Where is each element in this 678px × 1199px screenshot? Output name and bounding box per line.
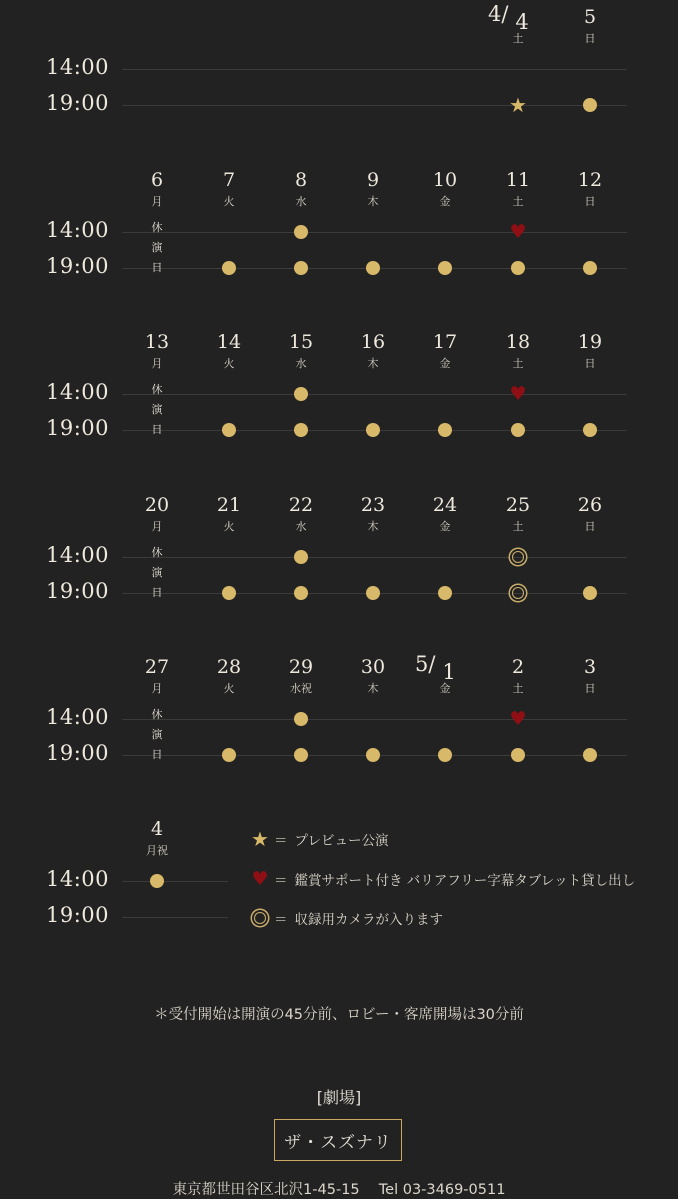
time-label-1400: 14:00 [46,543,110,567]
day-number: 2 [511,656,525,678]
weekday-label: 木 [367,520,379,533]
theater-address: 東京都世田谷区北沢1-45-15 Tel 03-3469-0511 [172,1182,506,1198]
star-icon: ★ [509,93,527,117]
performance-dot-icon [289,743,313,767]
performance-dot-icon [361,256,385,280]
day-number: 5 [583,6,597,28]
performance-dot-icon [289,418,313,442]
bullseye-icon [250,908,270,928]
closed-day-label: 演 [151,403,163,416]
closed-day-label: 演 [151,241,163,254]
time-row-line [122,105,627,106]
performance-dot-icon [289,220,313,244]
theater-name: ザ・スズナリ [284,1132,392,1153]
day-number: 14 [216,331,242,353]
legend-label: 収録用カメラが入ります [294,912,443,928]
day-number: 4 [515,10,529,34]
performance-dot-icon [433,743,457,767]
day-number: 8 [294,169,308,191]
closed-day-label: 休 [151,221,163,234]
star-icon: ★ [251,827,269,851]
day-number: 3 [583,656,597,678]
weekday-label: 木 [367,195,379,208]
performance-dot-icon [361,581,385,605]
heart-icon: ♥ [509,220,527,243]
weekday-label: 水 [295,195,307,208]
weekday-label: 金 [439,195,451,208]
time-row-line [122,881,228,882]
time-row-line [122,232,627,233]
performance-dot-icon [506,418,530,442]
performance-dot-icon [506,743,530,767]
day-number: 25 [505,494,531,516]
weekday-label: 日 [584,32,596,45]
performance-dot-icon [217,743,241,767]
time-label-1400: 14:00 [46,867,110,891]
day-number: 9 [366,169,380,191]
weekday-label: 金 [439,357,451,370]
performance-dot-icon [289,256,313,280]
legend-equals: ＝ [274,833,288,849]
time-row-line [122,719,627,720]
weekday-label: 月祝 [146,844,168,857]
day-number: 13 [144,331,170,353]
time-label-1400: 14:00 [46,705,110,729]
weekday-label: 水祝 [290,682,312,695]
day-number: 30 [360,656,386,678]
closed-day-label: 演 [151,566,163,579]
performance-dot-icon [217,256,241,280]
theater-label: [劇場] [316,1088,362,1107]
entry-note: ＊受付開始は開演の45分前、ロビー・客席開場は30分前 [154,1007,524,1023]
day-number: 12 [577,169,603,191]
performance-dot-icon [578,581,602,605]
performance-dot-icon [145,869,169,893]
performance-dot-icon [361,418,385,442]
legend-label: プレビュー公演 [294,833,389,849]
day-number: 7 [222,169,236,191]
performance-dot-icon [289,581,313,605]
day-number: 6 [150,169,164,191]
closed-day-label: 日 [151,586,163,599]
performance-dot-icon [433,581,457,605]
weekday-label: 日 [584,357,596,370]
time-label-1900: 19:00 [46,579,110,603]
heart-icon: ♥ [509,707,527,730]
performance-dot-icon [506,256,530,280]
time-row-line [122,69,627,70]
weekday-label: 水 [295,357,307,370]
month-prefix: 4/ [488,2,509,26]
day-number: 28 [216,656,242,678]
weekday-label: 金 [439,682,451,695]
weekday-label: 土 [512,682,524,695]
weekday-label: 土 [512,32,524,45]
day-number: 18 [505,331,531,353]
weekday-label: 火 [223,520,235,533]
legend-item-support [250,869,635,889]
day-number: 4 [150,818,164,840]
day-number: 1 [442,660,456,684]
legend-equals: ＝ [274,912,288,928]
day-number: 17 [432,331,458,353]
weekday-label: 金 [439,520,451,533]
weekday-label: 日 [584,682,596,695]
weekday-label: 土 [512,195,524,208]
bullseye-icon [506,545,530,569]
performance-dot-icon [289,707,313,731]
day-number: 27 [144,656,170,678]
day-number: 10 [432,169,458,191]
heart-icon: ♥ [251,867,269,890]
day-number: 26 [577,494,603,516]
performance-dot-icon [433,256,457,280]
performance-dot-icon [578,743,602,767]
weekday-label: 木 [367,357,379,370]
closed-day-label: 演 [151,728,163,741]
closed-day-label: 休 [151,708,163,721]
performance-dot-icon [578,93,602,117]
time-label-1900: 19:00 [46,91,110,115]
weekday-label: 日 [584,195,596,208]
time-label-1400: 14:00 [46,218,110,242]
weekday-label: 土 [512,357,524,370]
weekday-label: 土 [512,520,524,533]
time-label-1900: 19:00 [46,254,110,278]
day-number: 16 [360,331,386,353]
closed-day-label: 日 [151,261,163,274]
weekday-label: 月 [151,357,163,370]
time-label-1900: 19:00 [46,416,110,440]
legend-equals: ＝ [274,873,288,889]
closed-day-label: 休 [151,383,163,396]
performance-dot-icon [578,256,602,280]
performance-dot-icon [289,545,313,569]
day-number: 20 [144,494,170,516]
day-number: 21 [216,494,242,516]
heart-icon: ♥ [509,382,527,405]
performance-dot-icon [289,382,313,406]
time-row-line [122,394,627,395]
time-row-line [122,557,627,558]
weekday-label: 月 [151,195,163,208]
theater-name-box [274,1119,402,1161]
weekday-label: 火 [223,357,235,370]
time-label-1900: 19:00 [46,903,110,927]
time-label-1900: 19:00 [46,741,110,765]
day-number: 11 [505,169,531,191]
month-prefix: 5/ [415,652,436,676]
day-number: 24 [432,494,458,516]
closed-day-label: 日 [151,423,163,436]
performance-dot-icon [217,418,241,442]
day-number: 15 [288,331,314,353]
weekday-label: 月 [151,520,163,533]
weekday-label: 火 [223,682,235,695]
day-number: 29 [288,656,314,678]
weekday-label: 火 [223,195,235,208]
weekday-label: 木 [367,682,379,695]
closed-day-label: 日 [151,748,163,761]
performance-dot-icon [361,743,385,767]
day-number: 22 [288,494,314,516]
time-row-line [122,917,228,918]
day-number: 19 [577,331,603,353]
closed-day-label: 休 [151,546,163,559]
weekday-label: 水 [295,520,307,533]
time-label-1400: 14:00 [46,380,110,404]
performance-dot-icon [433,418,457,442]
bullseye-icon [506,581,530,605]
weekday-label: 日 [584,520,596,533]
performance-dot-icon [578,418,602,442]
time-label-1400: 14:00 [46,55,110,79]
legend-item-camera [250,908,443,928]
weekday-label: 月 [151,682,163,695]
performance-dot-icon [217,581,241,605]
day-number: 23 [360,494,386,516]
legend-label: 鑑賞サポート付き バリアフリー字幕タブレット貸し出し [294,873,636,889]
legend-item-preview [250,829,388,849]
